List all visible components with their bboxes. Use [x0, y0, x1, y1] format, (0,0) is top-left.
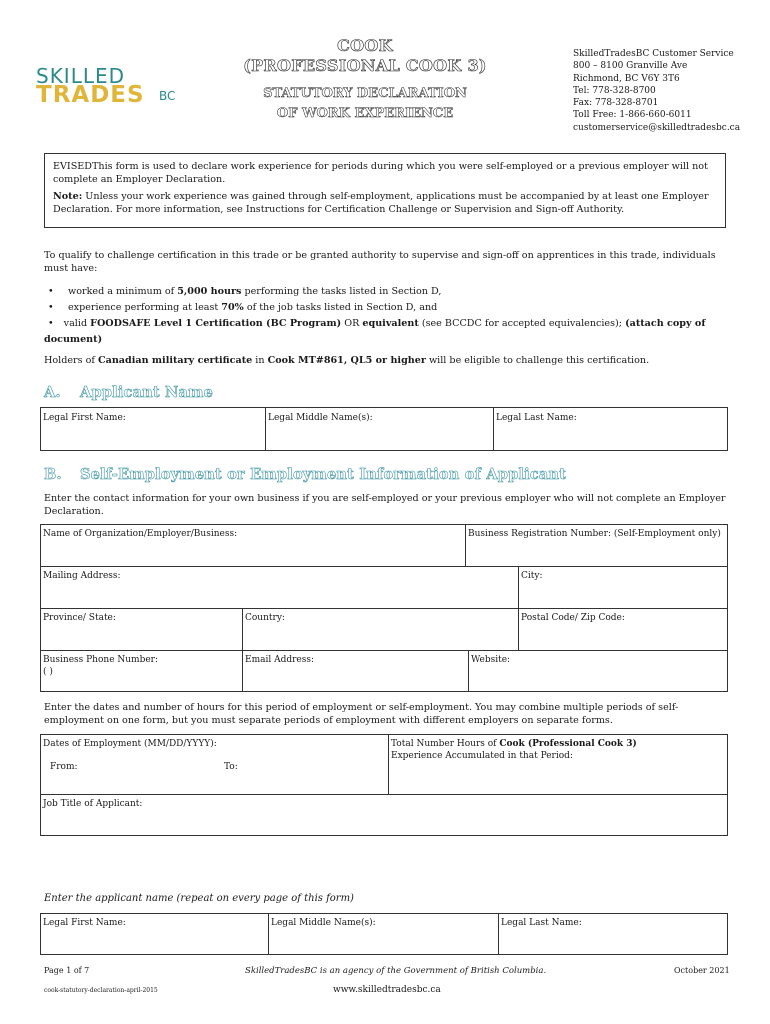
hours-label-text: Total Number Hours of — [391, 739, 500, 749]
divider — [40, 566, 728, 567]
divider — [242, 608, 243, 692]
business-phone-field[interactable]: Business Phone Number: — [43, 655, 159, 665]
total-hours-field[interactable] — [391, 738, 691, 762]
requirement-hours — [44, 284, 734, 300]
section-b-title: Self-Employment or Employment Information of Applicant — [80, 466, 567, 483]
req-text: of the job tasks listed in Section D, and — [243, 302, 438, 313]
repeat-middle-name-field[interactable]: Legal Middle Name(s): — [271, 918, 376, 928]
intro-box — [44, 153, 726, 228]
page-number: Page 1 of 7 — [44, 966, 90, 975]
holders-bold: Canadian military certificate — [97, 355, 253, 366]
contact-address-2: Richmond, BC V6Y 3T6 — [573, 73, 680, 84]
holders-text: Holders of — [44, 355, 98, 366]
bullet: • — [48, 302, 54, 313]
title-line-3: STATUTORY DECLARATION — [263, 86, 467, 101]
note-text: Unless your work experience was gained through self-employment, applications must be accompanied by at least one Employer Declaration. For more information, see Instructions for Certification Challenge or Supervision and Sign-off Authority. — [53, 191, 709, 215]
logo-trades-text: TRADES — [36, 82, 145, 108]
legal-first-name-field[interactable]: Legal First Name: — [43, 413, 126, 423]
req-bold: 70% — [221, 302, 244, 313]
email-address-field[interactable]: Email Address: — [245, 655, 315, 665]
req-text: OR — [341, 318, 363, 329]
file-name: cook-statutory-declaration-april-2015 — [44, 987, 158, 994]
skilledtradesbc-logo — [36, 64, 186, 108]
note-label: Note: — [53, 191, 83, 202]
req-text: experience performing at least — [68, 302, 222, 313]
bullet: • — [48, 318, 54, 329]
organization-name-field[interactable]: Name of Organization/Employer/Business: — [43, 529, 238, 539]
city-field[interactable]: City: — [521, 571, 543, 581]
qualify-text: To qualify to challenge certification in this trade or be granted authority to supervise and sign-off on apprentices in this trade, individuals must have: — [44, 250, 716, 274]
applicant-name-table — [40, 407, 728, 451]
document-title — [240, 36, 490, 124]
title-line-2: (PROFESSIONAL COOK 3) — [243, 56, 487, 75]
section-a-letter: A. — [44, 384, 61, 401]
date-from-field[interactable]: From: — [50, 762, 78, 772]
section-b-instructions: Enter the contact information for your own business if you are self-employed or your previous employer who will not complete an Employer Declaration. — [44, 493, 726, 517]
legal-last-name-field[interactable]: Legal Last Name: — [496, 413, 577, 423]
contact-email: customerservice@skilledtradesbc.ca — [573, 122, 741, 133]
title-line-1: COOK — [337, 36, 393, 55]
agency-statement: SkilledTradesBC is an agency of the Government of British Columbia. — [245, 966, 547, 976]
mailing-address-field[interactable]: Mailing Address: — [43, 571, 121, 581]
holders-text: will be eligible to challenge this certification. — [425, 355, 650, 366]
section-a-title: Applicant Name — [80, 384, 214, 401]
contact-tollfree: Toll Free: 1-866-660-6011 — [573, 110, 692, 121]
requirements-list — [44, 284, 734, 348]
section-b-heading — [44, 466, 566, 483]
divider — [388, 734, 389, 794]
logo-skilled-text: SKILLED — [36, 64, 126, 88]
website-link[interactable]: www.skilledtradesbc.ca — [333, 985, 441, 995]
revision-date: October 2021 — [674, 966, 730, 975]
req-bold: FOODSAFE Level 1 Certification (BC Program) — [90, 318, 342, 329]
divider — [498, 913, 499, 955]
divider — [268, 913, 269, 955]
phone-area-code[interactable]: ( ) — [43, 667, 53, 677]
job-title-field[interactable]: Job Title of Applicant: — [43, 799, 143, 809]
repeat-name-table — [40, 913, 728, 955]
website-field[interactable]: Website: — [471, 655, 511, 665]
req-bold: 5,000 hours — [177, 286, 242, 297]
divider — [40, 650, 728, 651]
req-bold: (attach copy of document) — [44, 318, 706, 345]
bullet: • — [48, 286, 54, 297]
section-a-heading — [44, 384, 213, 401]
postal-code-field[interactable]: Postal Code/ Zip Code: — [521, 613, 625, 623]
req-text: worked a minimum of — [68, 286, 178, 297]
repeat-name-instruction: Enter the applicant name (repeat on every page of this form) — [44, 893, 354, 904]
req-text: performing the tasks listed in Section D, — [241, 286, 442, 297]
requirement-percent — [44, 300, 734, 316]
title-line-4: OF WORK EXPERIENCE — [276, 106, 454, 121]
repeat-first-name-field[interactable]: Legal First Name: — [43, 918, 126, 928]
legal-middle-name-field[interactable]: Legal Middle Name(s): — [268, 413, 373, 423]
section-b-letter: B. — [44, 466, 62, 483]
logo-bc-text: BC — [159, 89, 176, 103]
intro-note — [53, 190, 717, 216]
province-state-field[interactable]: Province/ State: — [43, 613, 116, 623]
req-text: (see BCCDC for accepted equivalencies); — [418, 318, 626, 329]
holders-text: in — [252, 355, 268, 366]
repeat-last-name-field[interactable]: Legal Last Name: — [501, 918, 582, 928]
contact-info — [573, 48, 763, 134]
holders-bold: Cook MT#861, QL5 or higher — [267, 355, 426, 366]
requirement-foodsafe — [44, 316, 734, 348]
contact-org: SkilledTradesBC Customer Service — [573, 49, 734, 59]
hours-label-text: Experience Accumulated in that Period: — [391, 751, 573, 761]
dates-of-employment-label: Dates of Employment (MM/DD/YYYY): — [43, 739, 217, 749]
divider — [40, 608, 728, 609]
hours-label-bold: Cook (Professional Cook 3) — [499, 739, 637, 749]
contact-fax: Fax: 778-328-8701 — [573, 98, 659, 109]
military-holders-text — [44, 354, 734, 367]
contact-tel: Tel: 778-328-8700 — [573, 85, 656, 96]
divider — [518, 566, 519, 650]
divider — [40, 794, 728, 795]
divider — [465, 524, 466, 566]
contact-address-1: 800 – 8100 Granville Ave — [573, 61, 688, 72]
divider — [468, 650, 469, 692]
req-text: valid — [63, 318, 91, 329]
business-registration-field[interactable]: Business Registration Number: (Self-Employment only) — [468, 529, 721, 539]
divider — [265, 407, 266, 451]
date-to-field[interactable]: To: — [224, 762, 238, 772]
req-bold: equivalent — [362, 318, 419, 329]
dates-instructions: Enter the dates and number of hours for this period of employment or self-employment. You may combine multiple periods of self-employment on one form, but you must separate periods of employment with different employers on separate forms. — [44, 702, 679, 726]
divider — [493, 407, 494, 451]
intro-paragraph: EVISEDThis form is used to declare work experience for periods during which you were self-employed or a previous employer will not complete an Employer Declaration. — [53, 161, 708, 185]
country-field[interactable]: Country: — [245, 613, 285, 623]
